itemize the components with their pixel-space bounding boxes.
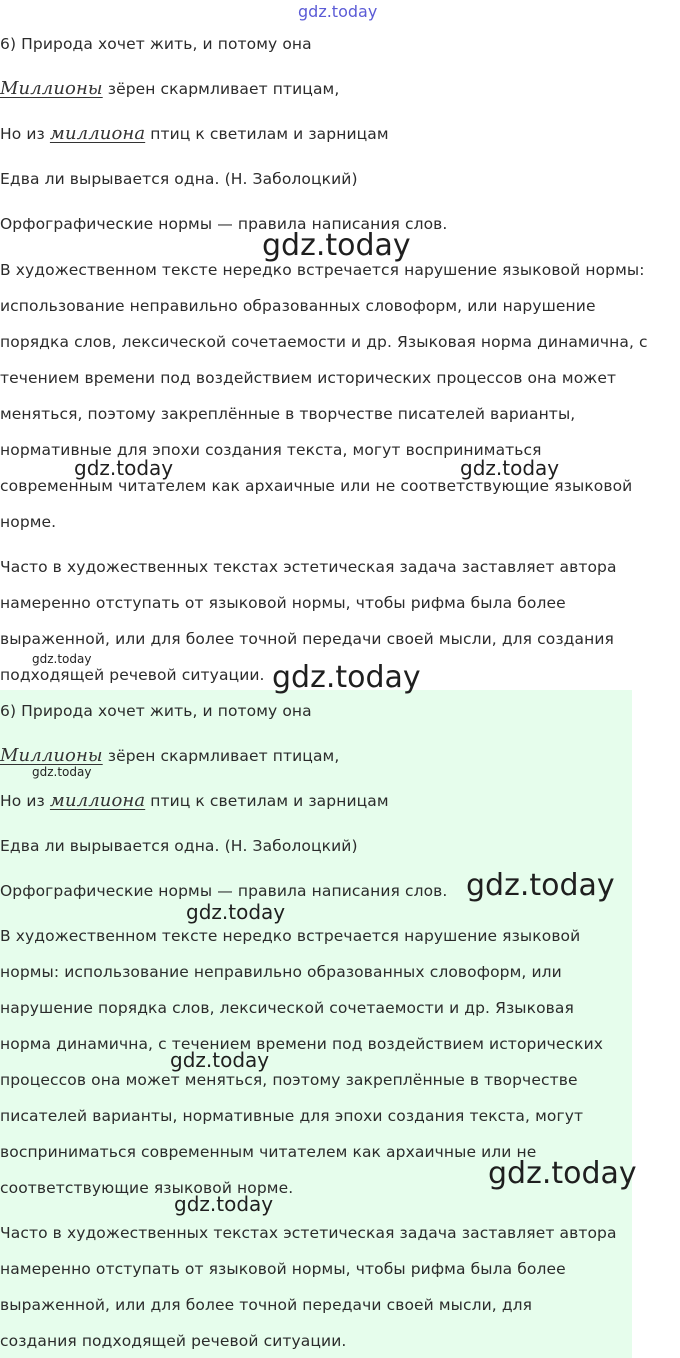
paragraph-line: современным читателем как архаичные или не соответствующие языковой — [0, 477, 633, 495]
paragraph-line: течением времени под воздействием исторических процессов она может — [0, 369, 617, 387]
poem-line-3 — [0, 791, 389, 811]
paragraph-line: норма динамична, с течением времени под воздействием исторических — [0, 1035, 604, 1053]
watermark: gdz.today — [186, 900, 286, 924]
paragraph-line: нормы: использование неправильно образованных словоформ, или — [0, 963, 562, 981]
watermark: gdz.today — [32, 765, 92, 779]
watermark: gdz.today — [298, 2, 378, 21]
handwritten-word: миллиона — [49, 123, 146, 144]
poem-line-4: Едва ли вырывается одна. (Н. Заболоцкий) — [0, 837, 358, 855]
watermark: gdz.today — [32, 652, 92, 666]
watermark: gdz.today — [272, 660, 421, 695]
paragraph-line: создания подходящей речевой ситуации. — [0, 1332, 347, 1350]
paragraph-line: В художественном тексте нередко встречается нарушение языковой — [0, 927, 581, 945]
watermark: gdz.today — [170, 1048, 270, 1072]
paragraph-line: намеренно отступать от языковой нормы, чтобы рифма была более — [0, 1260, 566, 1278]
handwritten-word: миллиона — [49, 790, 146, 811]
watermark: gdz.today — [466, 868, 615, 903]
paragraph-line: Часто в художественных текстах эстетическая задача заставляет автора — [0, 558, 617, 576]
paragraph-line: Часто в художественных текстах эстетическая задача заставляет автора — [0, 1224, 617, 1242]
paragraph-line: порядка слов, лексической сочетаемости и др. Языковая норма динамична, с — [0, 333, 648, 351]
poem-line-1: 6) Природа хочет жить, и потому она — [0, 35, 312, 53]
poem-line-2-rest: зёрен скармливает птицам, — [102, 80, 340, 98]
paragraph-line: намеренно отступать от языковой нормы, чтобы рифма была более — [0, 594, 566, 612]
watermark: gdz.today — [74, 456, 174, 480]
handwritten-word: Миллионы — [0, 78, 103, 99]
watermark: gdz.today — [460, 456, 560, 480]
orthography-note: Орфографические нормы — правила написания слов. — [0, 215, 448, 233]
paragraph-line: писателей варианты, нормативные для эпохи создания текста, могут — [0, 1107, 584, 1125]
poem-line-3-rest: птиц к светилам и зарницам — [145, 125, 389, 143]
paragraph-line: нормативные для эпохи создания текста, могут восприниматься — [0, 441, 542, 459]
paragraph-line: норме. — [0, 513, 57, 531]
paragraph-line: соответствующие языковой норме. — [0, 1179, 294, 1197]
watermark: gdz.today — [174, 1192, 274, 1216]
paragraph-line: подходящей речевой ситуации. — [0, 666, 265, 684]
paragraph-line: использование неправильно образованных словоформ, или нарушение — [0, 297, 596, 315]
watermark: gdz.today — [262, 228, 411, 263]
paragraph-line: восприниматься современным читателем как архаичные или не — [0, 1143, 537, 1161]
poem-line-3-rest: птиц к светилам и зарницам — [145, 792, 389, 810]
poem-line-3-start: Но из — [0, 792, 50, 810]
poem-line-2 — [0, 746, 339, 766]
poem-line-1: 6) Природа хочет жить, и потому она — [0, 702, 312, 720]
paragraph-line: процессов она может меняться, поэтому закреплённые в творчестве — [0, 1071, 578, 1089]
watermark: gdz.today — [488, 1156, 637, 1191]
paragraph-line: меняться, поэтому закреплённые в творчестве писателей варианты, — [0, 405, 576, 423]
paragraph-line: выраженной, или для более точной передачи своей мысли, для создания — [0, 630, 614, 648]
poem-line-3 — [0, 124, 389, 144]
orthography-note: Орфографические нормы — правила написания слов. — [0, 882, 448, 900]
paragraph-line: выраженной, или для более точной передачи своей мысли, для — [0, 1296, 533, 1314]
poem-line-2-rest: зёрен скармливает птицам, — [102, 747, 340, 765]
poem-line-4: Едва ли вырывается одна. (Н. Заболоцкий) — [0, 170, 358, 188]
paragraph-line: нарушение порядка слов, лексической сочетаемости и др. Языковая — [0, 999, 574, 1017]
handwritten-word: Миллионы — [0, 745, 103, 766]
paragraph-line: В художественном тексте нередко встречается нарушение языковой нормы: — [0, 261, 645, 279]
poem-line-3-start: Но из — [0, 125, 50, 143]
poem-line-2 — [0, 79, 339, 99]
